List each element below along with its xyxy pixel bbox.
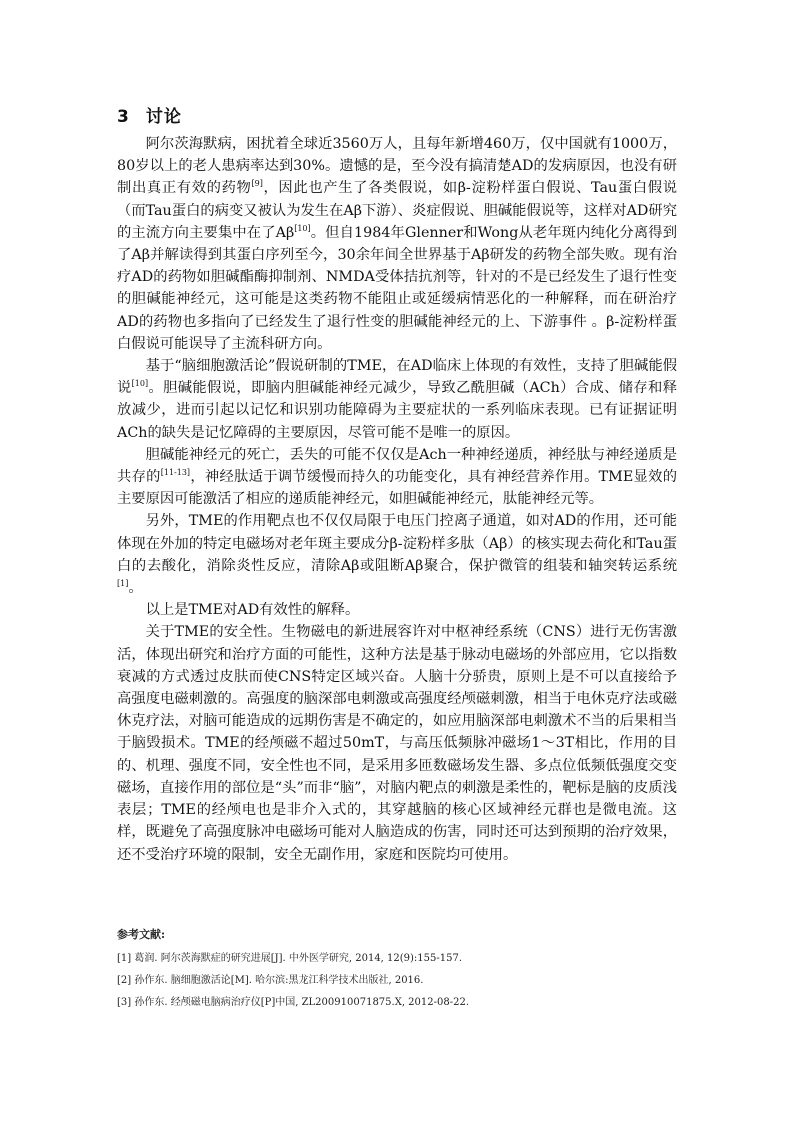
reference-list <box>117 952 717 1010</box>
paragraph-text: ，因此也产生了各类假说，如β-淀粉样蛋白假说、Tau蛋白假说（而Tau蛋白的病变又被认为发生在Aβ下游）、炎症假说、胆碱能假说等，这样对AD研究的主流方向主要集中在了Aβ <box>117 180 677 241</box>
paragraph-text: ，神经肽适于调节缓慢而持久的功能变化，具有神经营养作用。TME显效的主要原因可能激活了相应的递质能神经元，如胆碱能神经元，肽能神经元等。 <box>117 469 678 508</box>
citation-marker: [9] <box>251 179 263 189</box>
body-paragraph <box>117 599 677 621</box>
section-title: 讨论 <box>145 107 182 127</box>
paragraph-text: 。胆碱能假说，即脑内胆碱能神经元减少，导致乙酰胆碱（ACh）合成、储存和释放减少，进而引起以记忆和识别功能障碍为主要症状的一系列临床表现。已有证据证明ACh的缺失是记忆障碍的主要原因，尽管可能不是唯一的原因。 <box>117 380 678 441</box>
citation-marker: [11-13] <box>160 468 191 478</box>
citation-marker: [10] <box>131 379 149 389</box>
section-heading <box>117 102 677 127</box>
article-body <box>117 102 677 866</box>
paragraph-text: 胆碱能神经元的死亡，丢失的可能不仅仅是Ach一种神经递质，神经肽与神经递质是共存的 <box>117 446 677 486</box>
paragraph-text: 。但自1984年Glenner和Wong从老年斑内纯化分离得到了Aβ并解读得到其蛋白序列至今，30余年间全世界基于Aβ研发的药物全部失败。现有治疗AD的药物如胆碱酯酶抑制剂、NMDA受体拮抗剂等，针对的不是已经发生了退行性变的胆碱能神经元，这可能是这类药物不能阻止或延缓病情恶化的一种解释，而在研治疗AD的药物也多指向了已经发生了退行性变的胆碱能神经元的上、下游事件 。β-淀粉样蛋白假说可能误导了主流科研方向。 <box>117 224 677 352</box>
reference-item: [1] 葛润. 阿尔茨海默症的研究进展[J]. 中外医学研究, 2014, 12(9):155-157. <box>117 953 463 964</box>
citation-marker: [10] <box>294 223 311 233</box>
citation-marker: [1] <box>117 579 129 589</box>
paragraphs <box>117 133 677 866</box>
body-paragraph <box>117 510 677 599</box>
section-number: 3 <box>117 107 130 127</box>
references-title: 参考文献: <box>117 928 166 941</box>
references <box>117 926 717 1018</box>
body-paragraph <box>117 133 677 355</box>
reference-item: [2] 孙作东. 脑细胞激活论[M]. 哈尔滨:黑龙江科学技术出版社, 2016. <box>117 975 424 986</box>
paragraph-text: 另外，TME的作用靶点也不仅仅局限于电压门控离子通道，如对AD的作用，还可能体现在外加的特定电磁场对老年斑主要成分β-淀粉样多肽（Aβ）的核实现去荷化和Tau蛋白的去酸化，消除炎性反应，清除Aβ或阻断Aβ聚合，保护微管的组装和轴突转运系统 <box>117 513 677 574</box>
paragraph-text: 基于“脑细胞激活论”假说研制的TME，在AD临床上体现的有效性，支持了胆碱能假说 <box>117 358 677 397</box>
paragraph-text: 。 <box>128 580 143 597</box>
paragraph-text: 关于TME的安全性。生物磁电的新进展容许对中枢神经系统（CNS）进行无伤害激活，体现出研究和治疗方面的可能性，这种方法是基于脉动电磁场的外部应用，它以指数衰减的方式透过皮肤而使CNS特定区域兴奋。人脑十分骄贵，原则上是不可以直接给予高强度电磁刺激的。高强度的脑深部电刺激或高强度经颅磁刺激，相当于电休克疗法或磁休克疗法，对脑可能造成的远期伤害是不确定的，如应用脑深部电刺激术不当的后果相当于脑毁损术。TME的经颅磁不超过50mT，与高压低频脉冲磁场1～3T相比，作用的目的、机理、强度不同，安全性也不同，是采用多匝数磁场发生器、多点位低频低强度交变磁场，直接作用的部位是“头”而非“脑”，对脑内靶点的刺激是柔性的，靶标是脑的皮质浅表层；TME的经颅电也是非介入式的，其穿越脑的核心区域神经元群也是微电流。这样，既避免了高强度脉冲电磁场可能对人脑造成的伤害，同时还可达到预期的治疗效果，还不受治疗环境的限制，安全无副作用，家庭和医院均可使用。 <box>117 624 677 863</box>
body-paragraph <box>117 355 677 444</box>
reference-item: [3] 孙作东. 经颅磁电脑病治疗仪[P]中国, ZL200910071875.X, 2012-08-22. <box>117 997 470 1008</box>
paragraph-text: 以上是TME对AD有效性的解释。 <box>145 602 360 619</box>
body-paragraph <box>117 621 677 865</box>
paragraph-text: 阿尔茨海默病，困扰着全球近3560万人，且每年新增460万，仅中国就有1000万，80岁以上的老人患病率达到30%。遗憾的是，至今没有搞清楚AD的发病原因，也没有研制出真正有效的药物 <box>117 136 677 197</box>
body-paragraph <box>117 444 677 511</box>
